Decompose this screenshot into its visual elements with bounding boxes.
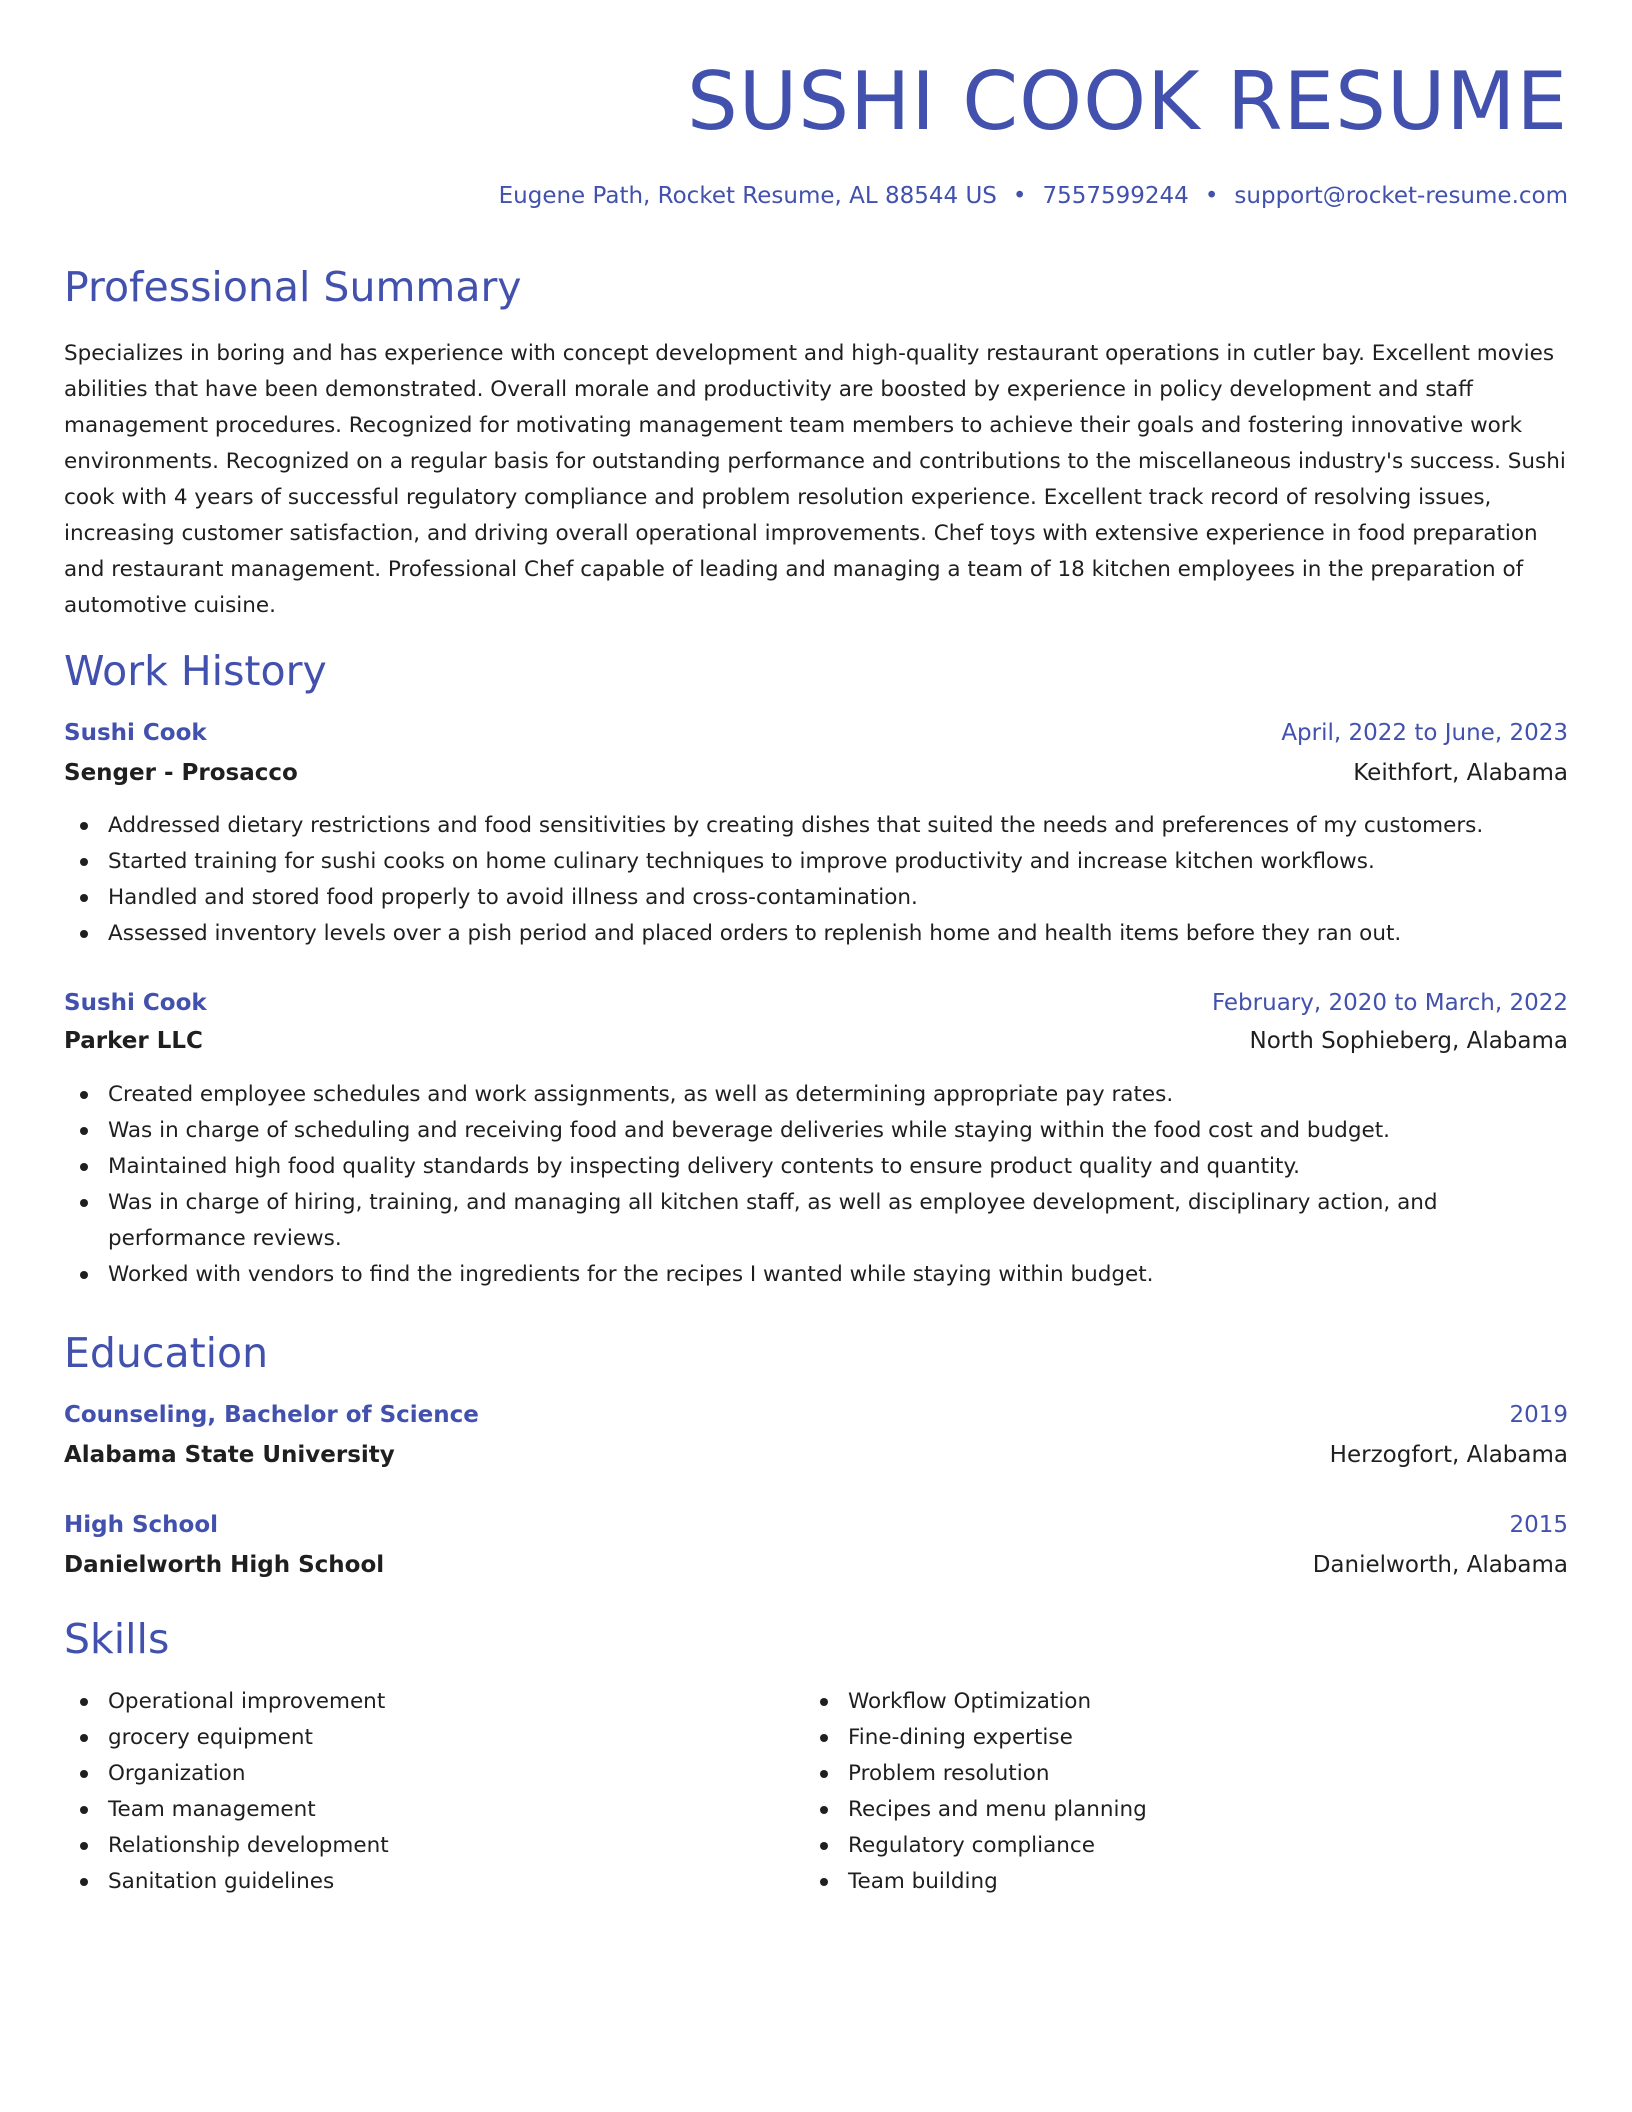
skills-list-left bbox=[64, 1684, 764, 1900]
list-item: Addressed dietary restrictions and food sensitivities by creating dishes that suited the needs and preferences of my customers. bbox=[64, 808, 1568, 844]
job-company: Parker LLC bbox=[64, 1028, 203, 1054]
skill-item: Workflow Optimization bbox=[804, 1684, 1504, 1720]
skill-item: Sanitation guidelines bbox=[64, 1864, 764, 1900]
education-location: Danielworth, Alabama bbox=[1312, 1552, 1568, 1578]
education-school: Danielworth High School bbox=[64, 1552, 385, 1578]
job-2-header bbox=[64, 986, 1568, 1020]
job-location: Keithfort, Alabama bbox=[1353, 760, 1568, 786]
list-item: Was in charge of scheduling and receiving food and beverage deliveries while staying within the food cost and budget. bbox=[64, 1113, 1568, 1149]
job-2-company-row bbox=[64, 1024, 1568, 1058]
job-title: Sushi Cook bbox=[64, 990, 207, 1016]
education-1-school-row bbox=[64, 1438, 1568, 1472]
job-1-bullets bbox=[64, 808, 1568, 952]
education-year: 2015 bbox=[1509, 1512, 1568, 1538]
contact-separator: • bbox=[1204, 183, 1219, 209]
skill-item: Organization bbox=[64, 1756, 764, 1792]
skill-item: Team management bbox=[64, 1792, 764, 1828]
education-location: Herzogfort, Alabama bbox=[1329, 1442, 1568, 1468]
education-heading: Education bbox=[64, 1329, 269, 1377]
list-item: Was in charge of hiring, training, and managing all kitchen staff, as well as employee development, disciplinary action, and performance reviews. bbox=[64, 1185, 1568, 1257]
resume-title: SUSHI COOK RESUME bbox=[686, 55, 1568, 148]
job-dates: April, 2022 to June, 2023 bbox=[1281, 720, 1568, 746]
education-2-school-row bbox=[64, 1548, 1568, 1582]
list-item: Assessed inventory levels over a pish period and placed orders to replenish home and health items before they ran out. bbox=[64, 916, 1568, 952]
list-item: Handled and stored food properly to avoid illness and cross-contamination. bbox=[64, 880, 1568, 916]
contact-separator: • bbox=[1012, 183, 1027, 209]
skill-item: Recipes and menu planning bbox=[804, 1792, 1504, 1828]
job-dates: February, 2020 to March, 2022 bbox=[1211, 990, 1568, 1016]
work-history-heading: Work History bbox=[64, 647, 327, 695]
summary-heading: Professional Summary bbox=[64, 263, 522, 311]
contact-email[interactable]: support@rocket-resume.com bbox=[1234, 183, 1568, 209]
job-company: Senger - Prosacco bbox=[64, 760, 298, 786]
list-item: Started training for sushi cooks on home culinary techniques to improve productivity and increase kitchen workflows. bbox=[64, 844, 1568, 880]
summary-text: Specializes in boring and has experience with concept development and high-quality restaurant operations in cutler bay. Excellent movies abilities that have been demonstrated. Overall morale and productivity are boosted by experience in policy development and staff management procedures. Recognized for motivating management team members to achieve their goals and fostering innovative work environments. Recognized on a regular basis for outstanding performance and contributions to the miscellaneous industry's success. Sushi cook with 4 years of successful regulatory compliance and problem resolution experience. Excellent track record of resolving issues, increasing customer satisfaction, and driving overall operational improvements. Chef toys with extensive experience in food preparation and restaurant management. Professional Chef capable of leading and managing a team of 18 kitchen employees in the preparation of automotive cuisine. bbox=[64, 341, 1566, 618]
skill-item: Fine-dining expertise bbox=[804, 1720, 1504, 1756]
education-school: Alabama State University bbox=[64, 1442, 395, 1468]
skill-item: Operational improvement bbox=[64, 1684, 764, 1720]
skills-list-right bbox=[804, 1684, 1504, 1900]
skill-item: Relationship development bbox=[64, 1828, 764, 1864]
list-item: Worked with vendors to find the ingredients for the recipes I wanted while staying within budget. bbox=[64, 1257, 1568, 1293]
skills-heading: Skills bbox=[64, 1615, 170, 1663]
contact-line bbox=[499, 180, 1568, 212]
job-2-bullets bbox=[64, 1077, 1568, 1293]
skill-item: Team building bbox=[804, 1864, 1504, 1900]
job-location: North Sophieberg, Alabama bbox=[1249, 1028, 1568, 1054]
skill-item: Regulatory compliance bbox=[804, 1828, 1504, 1864]
skill-item: Problem resolution bbox=[804, 1756, 1504, 1792]
job-title: Sushi Cook bbox=[64, 720, 207, 746]
education-degree: High School bbox=[64, 1512, 219, 1538]
education-1-header bbox=[64, 1398, 1568, 1432]
education-degree: Counseling, Bachelor of Science bbox=[64, 1402, 479, 1428]
contact-address: Eugene Path, Rocket Resume, AL 88544 US bbox=[498, 183, 997, 209]
list-item: Maintained high food quality standards by inspecting delivery contents to ensure product quality and quantity. bbox=[64, 1149, 1568, 1185]
education-year: 2019 bbox=[1509, 1402, 1568, 1428]
job-1-company-row bbox=[64, 756, 1568, 790]
job-1-header bbox=[64, 716, 1568, 750]
skill-item: grocery equipment bbox=[64, 1720, 764, 1756]
list-item: Created employee schedules and work assignments, as well as determining appropriate pay rates. bbox=[64, 1077, 1568, 1113]
contact-phone[interactable]: 7557599244 bbox=[1042, 183, 1189, 209]
education-2-header bbox=[64, 1508, 1568, 1542]
